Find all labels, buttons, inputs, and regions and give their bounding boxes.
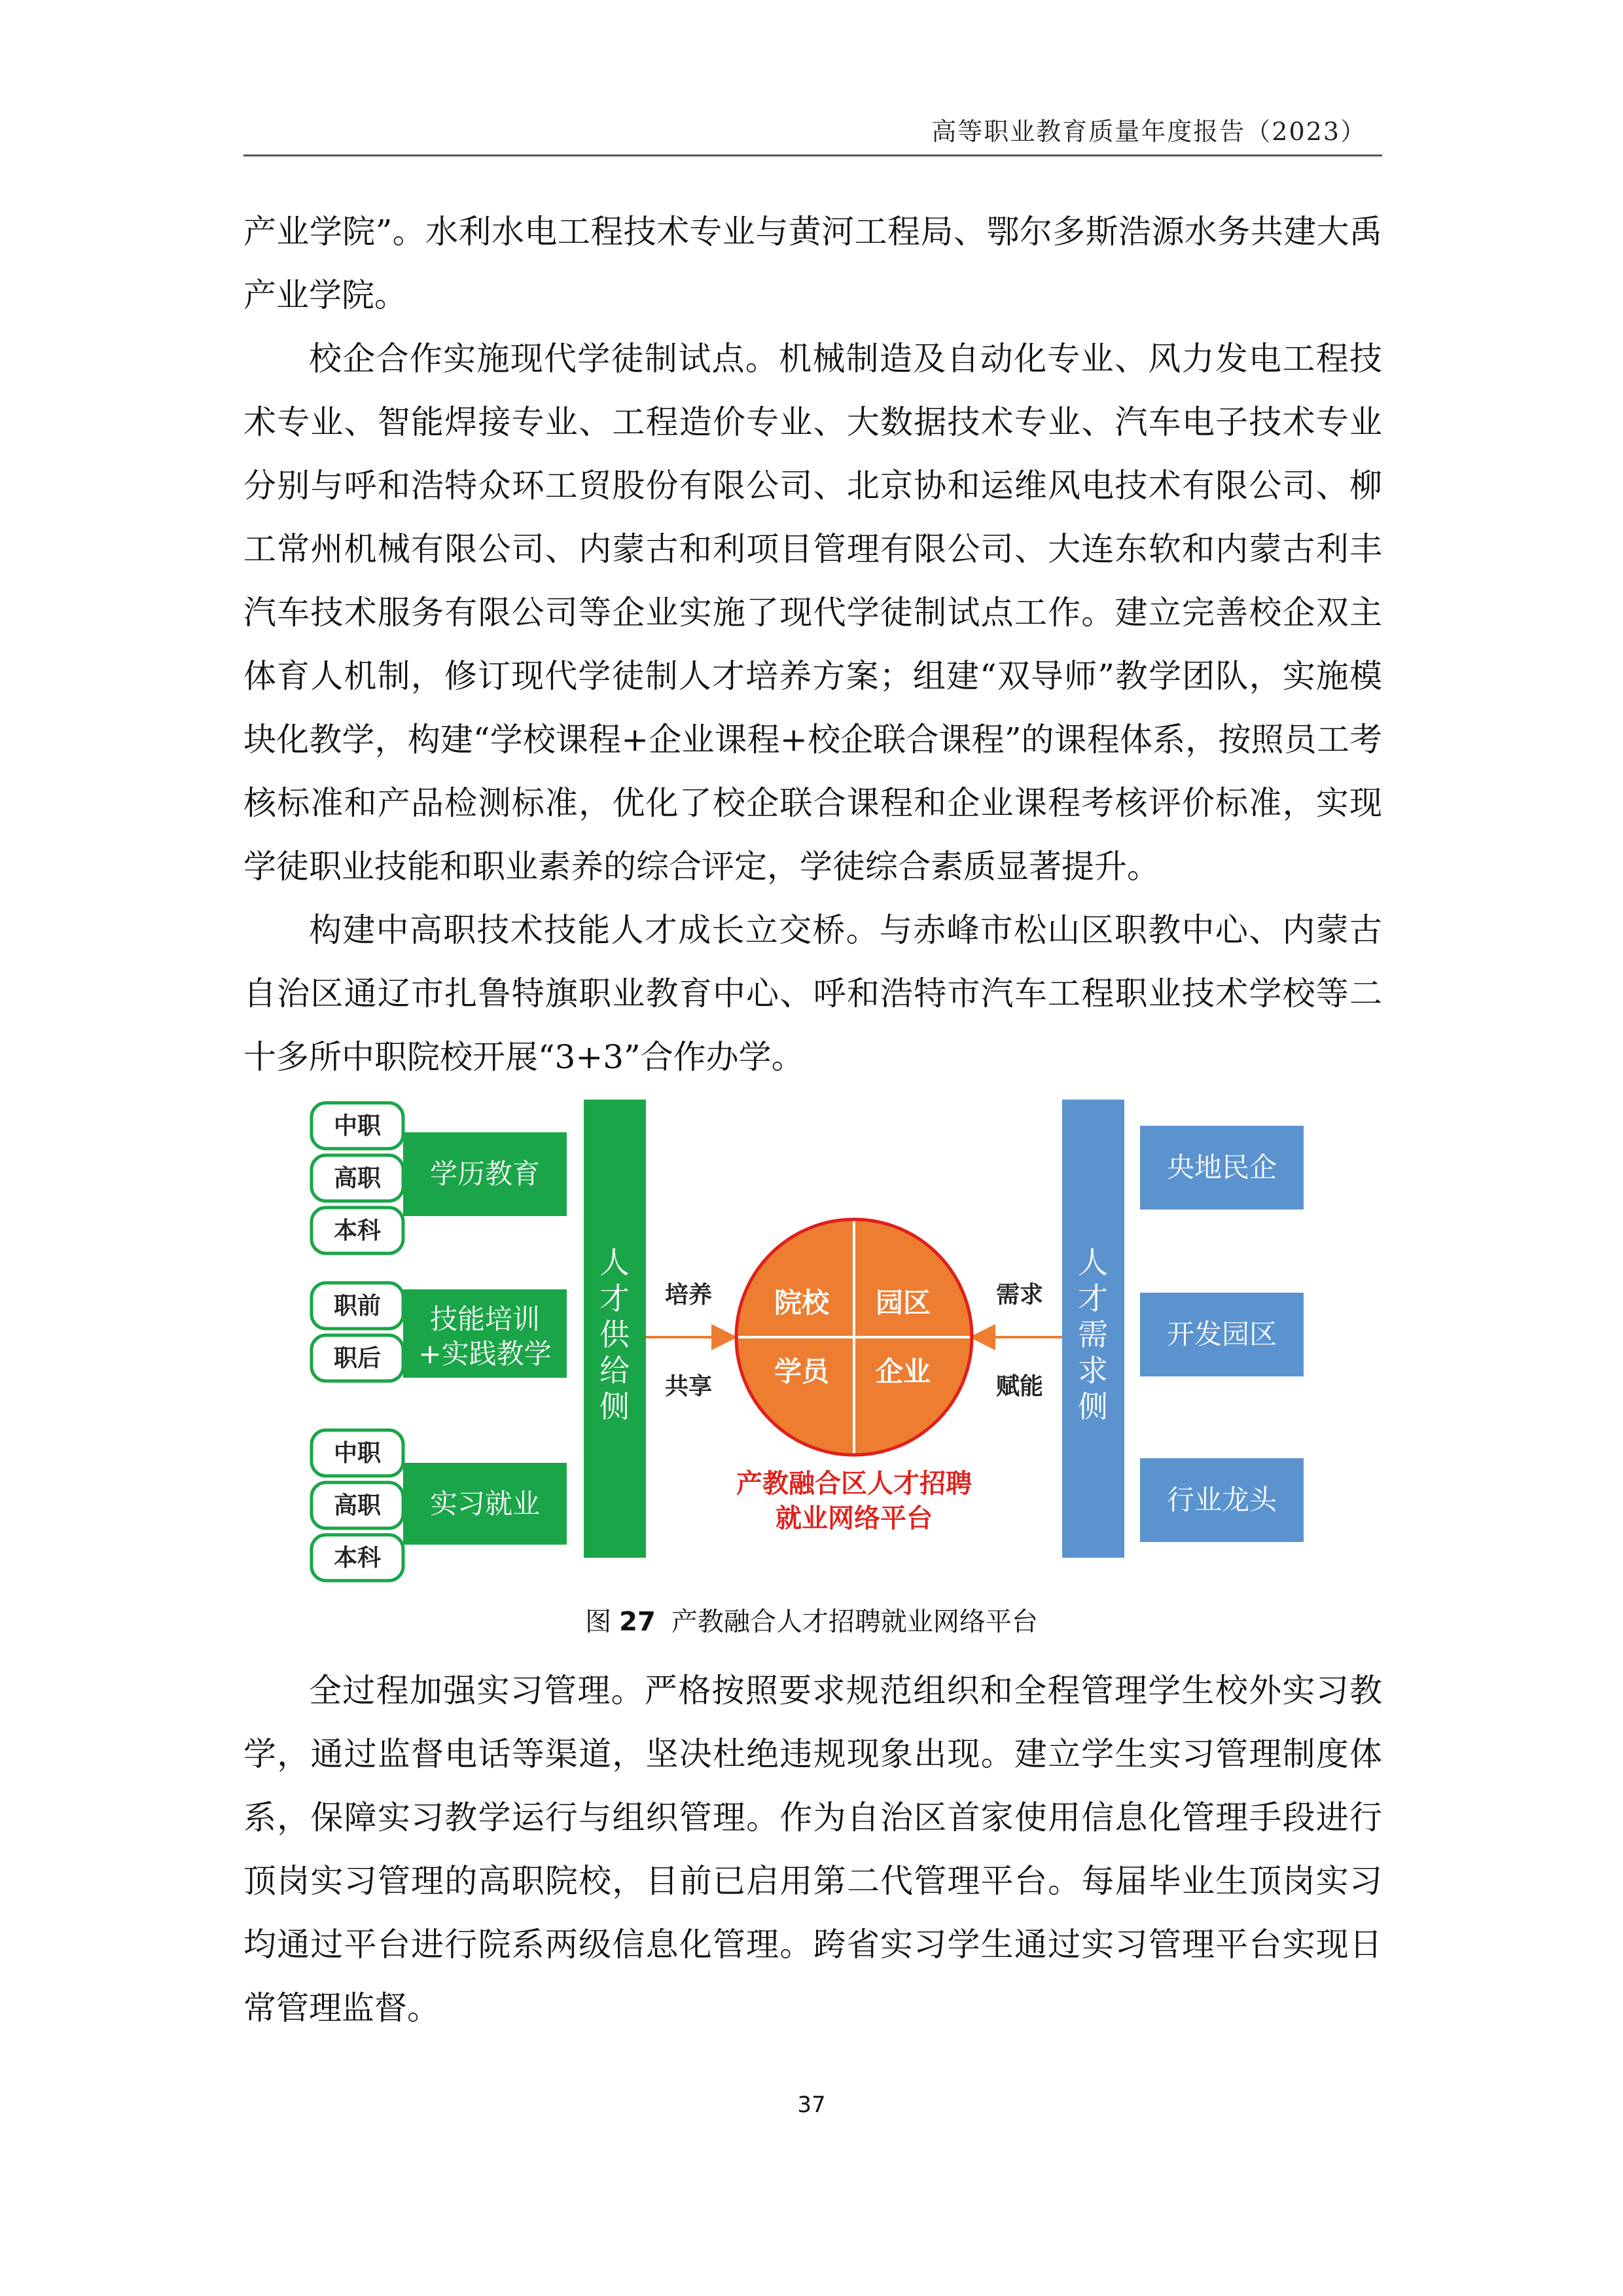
pill-gaozhi-2-label: 高职 bbox=[333, 1492, 382, 1519]
paragraph-3: 构建中高职技术技能人才成长立交桥。与赤峰市松山区职教中心、内蒙古自治区通辽市扎鲁特旗职业教育中心、呼和浩特市汽车工程职业技术学校等二十多所中职院校开展“3+3”合作办学。 bbox=[243, 911, 1382, 1076]
quadrant-student: 学员 bbox=[774, 1355, 830, 1388]
paragraph-4: 全过程加强实习管理。严格按照要求规范组织和全程管理学生校外实习教学，通过监督电话等渠道，坚决杜绝违规现象出现。建立学生实习管理制度体系，保障实习教学运行与组织管理。作为自治区首家使用信息化管理手段进行顶岗实习管理的高职院校，目前已启用第二代管理平台。每届毕业生顶岗实习均通过平台进行院系两级信息化管理。跨省实习学生通过实习管理平台实现日常管理监督。 bbox=[243, 1672, 1382, 2027]
box-development-parks-label: 开发园区 bbox=[1166, 1318, 1277, 1350]
quadrant-park: 园区 bbox=[875, 1287, 931, 1319]
paragraph-1: 产业学院”。水利水电工程技术专业与黄河工程局、鄂尔多斯浩源水务共建大禹产业学院。 bbox=[243, 213, 1382, 314]
pill-benke-2-label: 本科 bbox=[333, 1545, 382, 1571]
arrow-label-empower: 赋能 bbox=[995, 1373, 1044, 1400]
platform-title-line2: 就业网络平台 bbox=[776, 1503, 933, 1534]
header-rule bbox=[243, 154, 1382, 156]
box-skill-training-line2: +实践教学 bbox=[418, 1338, 552, 1370]
quadrant-school: 院校 bbox=[774, 1287, 830, 1319]
pill-zhongzhi-2-label: 中职 bbox=[333, 1440, 382, 1467]
supply-char-3: 供 bbox=[599, 1317, 630, 1352]
arrow-label-cultivate: 培养 bbox=[664, 1282, 713, 1308]
platform-title-line1: 产教融合区人才招聘 bbox=[736, 1469, 972, 1499]
box-central-local-private-enterprises-label: 央地民企 bbox=[1166, 1151, 1277, 1183]
running-header: 高等职业教育质量年度报告（2023） bbox=[931, 117, 1366, 146]
supply-char-2: 才 bbox=[599, 1281, 630, 1316]
quadrant-enterprise: 企业 bbox=[875, 1355, 931, 1388]
box-academic-education-label: 学历教育 bbox=[429, 1158, 541, 1190]
pill-benke-1-label: 本科 bbox=[333, 1217, 382, 1244]
network-platform-diagram bbox=[288, 1073, 1335, 1587]
box-skill-training-line1: 技能培训 bbox=[429, 1303, 541, 1335]
demand-char-1: 人 bbox=[1078, 1245, 1108, 1280]
figure-caption bbox=[0, 1601, 1623, 1638]
page-number: 37 bbox=[797, 2092, 826, 2118]
demand-char-3: 需 bbox=[1078, 1317, 1108, 1352]
box-internship-employment-label: 实习就业 bbox=[429, 1488, 541, 1520]
arrow-label-share: 共享 bbox=[664, 1373, 713, 1400]
arrow-label-demand: 需求 bbox=[995, 1282, 1044, 1308]
demand-char-2: 才 bbox=[1078, 1281, 1108, 1316]
pill-gaozhi-1-label: 高职 bbox=[333, 1165, 382, 1192]
demand-char-5: 侧 bbox=[1078, 1389, 1108, 1424]
paragraph-2: 校企合作实施现代学徒制试点。机械制造及自动化专业、风力发电工程技术专业、智能焊接专业、工程造价专业、大数据技术专业、汽车电子技术专业分别与呼和浩特众环工贸股份有限公司、北京协和运维风电技术有限公司、柳工常州机械有限公司、内蒙古和利项目管理有限公司、大连东软和内蒙古利丰汽车技术服务有限公司等企业实施了现代学徒制试点工作。建立完善校企双主体育人机制，修订现代学徒制人才培养方案；组建“双导师”教学团队，实施模块化教学，构建“学校课程+企业课程+校企联合课程”的课程体系，按照员工考核标准和产品检测标准，优化了校企联合课程和企业课程考核评价标准，实现学徒职业技能和职业素养的综合评定，学徒综合素质显著提升。 bbox=[243, 340, 1382, 886]
caption-number: 27 bbox=[619, 1607, 656, 1637]
box-industry-leaders-label: 行业龙头 bbox=[1166, 1484, 1277, 1516]
caption-prefix: 图 bbox=[585, 1607, 612, 1637]
pill-zhiqian-label: 职前 bbox=[333, 1293, 382, 1319]
pill-zhihou-label: 职后 bbox=[333, 1345, 382, 1372]
caption-text: 产教融合人才招聘就业网络平台 bbox=[671, 1607, 1038, 1637]
supply-char-1: 人 bbox=[599, 1245, 630, 1280]
supply-char-5: 侧 bbox=[599, 1389, 630, 1424]
supply-char-4: 给 bbox=[599, 1353, 630, 1388]
pill-zhongzhi-1-label: 中职 bbox=[333, 1113, 382, 1139]
demand-char-4: 求 bbox=[1078, 1353, 1108, 1388]
